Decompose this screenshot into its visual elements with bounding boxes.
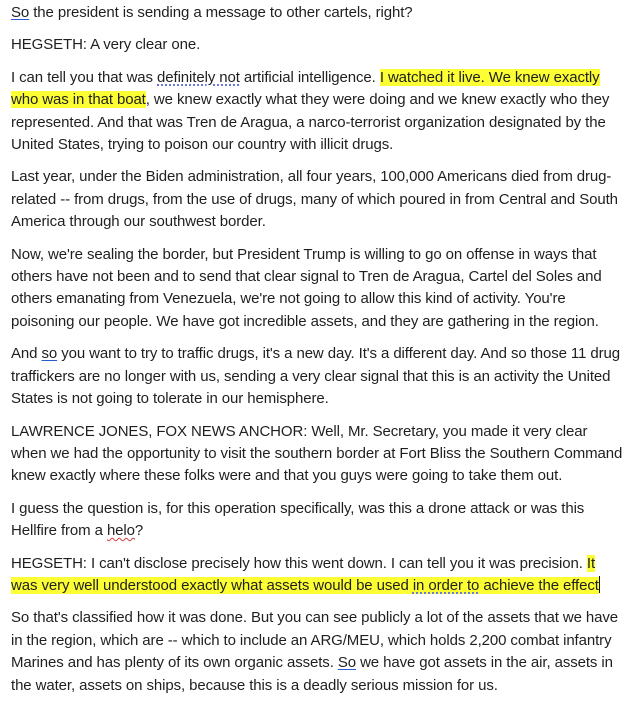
paragraph-text: we have got assets in the air, assets in the water, assets on ships, because this is a deadly serious mission for us. [11,654,613,694]
spelling-flagged-word[interactable]: helo [106,522,135,540]
paragraph-text: artificial intelligence. [239,68,380,86]
paragraph-text: I guess the question is, for this operation specifically, was this a drone attack or was this Hellfire from a [11,499,585,540]
highlighted-text: I watched it live. We knew exactly who was in that boat [11,68,600,109]
document-body[interactable] [11,2,623,707]
paragraph-text: , we knew exactly what they were doing and we knew exactly who they represented. And that was Tren de Aragua, a narco-terrorist organization designated by the United States, trying to poison our country with illicit drugs. [11,91,610,154]
highlighted-text: It was very well understood exactly what assets would be used [11,554,596,594]
paragraph-8[interactable] [11,498,623,543]
paragraph-text: HEGSETH: I can't disclose precisely how this went down. I can tell you it was precision. [11,554,587,572]
paragraph-9[interactable] [11,553,623,598]
paragraph-text: HEGSETH: A very clear one. [11,36,201,54]
style-flagged-phrase[interactable]: in order to [412,576,480,594]
paragraph-text: Last year, under the Biden administration, all four years, 100,000 Americans died from drug-related -- from drugs, from the use of drugs, many of which poured in from Central and South America through our southwest border. [11,168,618,231]
paragraph-text: Now, we're sealing the border, but President Trump is willing to go on offense in ways that others have not been and to send that clear signal to Tren de Aragua, Cartel del Soles and others emanating from Venezuela, we're not going to allow this kind of activity. You're poisoning our people. We have got incredible assets, and they are gathering in the region. [11,245,602,330]
paragraph-6[interactable] [11,343,623,410]
paragraph-5[interactable] [11,244,623,334]
paragraph-1[interactable] [11,2,623,24]
highlighted-text: achieve the effect [479,576,599,594]
paragraph-text: So that's classified how it was done. But you can see publicly a lot of the assets that we have in the region, which are -- which to include an ARG/MEU, which holds 2,200 combat infantry Marines and has plenty of its own organic assets. [11,609,619,672]
paragraph-4[interactable] [11,166,623,233]
paragraph-text: I can tell you that was [11,68,158,86]
paragraph-10[interactable] [11,607,623,697]
grammar-flagged-word[interactable]: So [11,4,30,21]
paragraph-text: the president is sending a message to other cartels, right? [29,4,413,21]
text-cursor [599,576,600,593]
paragraph-2[interactable] [11,34,623,56]
paragraph-text: And [11,345,42,363]
paragraph-text: you want to try to traffic drugs, it's a new day. It's a different day. And so those 11 drug traffickers are no longer with us, sending a very clear signal that this is an activity the United States is not going to tolerate in our hemisphere. [11,345,620,408]
style-flagged-phrase[interactable]: definitely not [157,68,240,86]
paragraph-text: LAWRENCE JONES, FOX NEWS ANCHOR: Well, Mr. Secretary, you made it very clear when we had the opportunity to visit the southern border at Fort Bliss the Southern Command knew exactly where these folks were and that you guys were going to take them out. [11,422,623,485]
grammar-flagged-word[interactable]: so [41,345,58,363]
paragraph-7[interactable] [11,421,623,488]
paragraph-3[interactable] [11,67,623,157]
grammar-flagged-word[interactable]: So [337,654,356,672]
paragraph-text: ? [134,522,144,540]
